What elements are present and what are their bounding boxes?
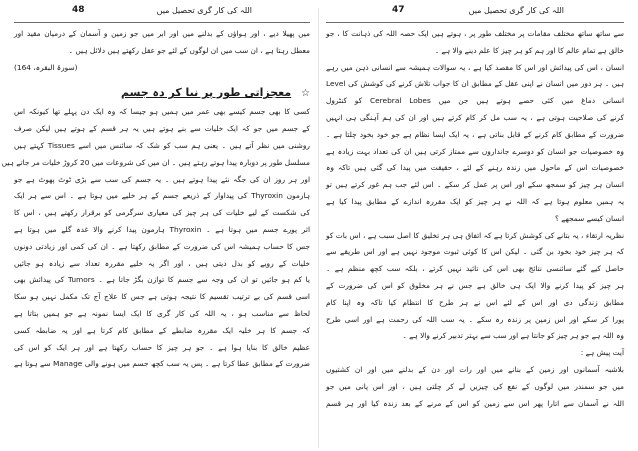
text-line: لحاظ سے مناسب ہو ، یہ اللہ کی کار گری کا ایک ایسا نمونہ ہے جو ہمیں بتاتا ہے [14, 308, 310, 318]
text-line: خالق ہے تمام عالم کا اور ہم کو ہر چیز کا علم دینے والا ہے ۔ [434, 45, 624, 55]
text-line: ہیں ۔ ہر دور میں انسان نے اپنی عقل کے مطابق ان کا جواب تلاش کرنے کی کوشش کی Level [326, 79, 624, 89]
text-line: انسان ہر چیز کو سمجھ سکے اور اس پر عمل کر سکے ۔ اس لئے جب ہم غور کرتے ہیں تو [326, 180, 624, 190]
text-line: خصوصیات اس کے ماحول میں زندہ رہنے کے لئے ، حقیقت میں پیدا کی گئی ہیں تاکہ وہ [326, 163, 624, 173]
running-title: اللہ کی کار گری تحصیل میں [156, 6, 252, 15]
text-line: انسان کیسے سمجھے ؟ [555, 213, 624, 223]
page-body [326, 26, 624, 451]
text-line: عظیم خالق کا بنایا ہوا ہے ۔ جو ہر چیز کا حساب رکھتا ہے اور ہر ایک کو اس کی [14, 342, 310, 352]
text-line: انسانی دماغ میں کئی حصے ہوتے ہیں جن میں Cerebral Lobes کو کنٹرول [326, 96, 625, 106]
text-line: وہ اللہ ہے جو ہر چیز کو جانتا ہے اور سب سے بہتر تدبیر کرنے والا ہے ۔ [402, 331, 624, 341]
running-title: اللہ کی کار گری تحصیل میں [468, 6, 564, 15]
text-line: ضرورت کے مطابق کام کرنے کے قابل بناتی ہے ، یہ ایک ایسا نظام ہے جو خود بخود چلتا ہے ۔ [326, 129, 624, 139]
text-line: سے ساتھ ساتھ مختلف مقامات پر مختلف طور پر ، ہوتے ہیں ایک حصہ اللہ کی ذہانت کا ، جو [326, 29, 624, 38]
text-line: بلاشبہ آسمانوں اور زمین کے بنانے میں اور رات اور دن کے بدلنے میں اور ان کشتیوں [326, 364, 624, 374]
text-line: انسان ، اس کی پیدائش اور اس کا مقصد کیا ہے ، یہ سوالات ہمیشہ سے انسانی ذہن میں رہے [326, 62, 624, 72]
text-line: کسی کا بھی جسم کیسے بھی عمر میں ہمیں ہو جیسا کہ وہ ایک دن پہلے تھا کیونکہ اس [14, 107, 310, 117]
text-line: نظریہ ارتقاء ، یہ بتانے کی کوشش کرتا ہے کہ اتفاق ہی ہر تخلیق کا اصل سبب ہے ، اس بات کو [326, 230, 624, 240]
text-line: کرنے کی صلاحیت ہوتی ہے ، یہ سب مل کر کام کرتے ہیں اور ان کی ہم آہنگی ہی انہیں [326, 112, 624, 122]
page-header [14, 4, 310, 23]
text-line: اسی قسم کی بے ترتیب تقسیم کا نتیجہ ہوتی ہے جس کا علاج آج تک مکمل نہیں ہو سکا [14, 292, 310, 302]
text-line: روشنی میں نظر آتے ہیں ۔ یعنی ہم سب کو شک کہ سائنس میں اسے Tissues کہتے ہیں [14, 140, 310, 150]
text-line: وہ خصوصیات جو انسان کو دوسرے جانداروں سے ممتاز کرتی ہیں ان کی تعداد بہت زیادہ ہے [326, 146, 624, 156]
text-line: آیت پیش ہے : [580, 348, 624, 358]
text-line: مسلسل طور پر دوبارہ پیدا ہوتے رہتے ہیں ۔ ان میں کی شروعات میں 20 کروڑ خلیات مر جاتے ہیں [1, 157, 310, 167]
text-line: خلیات کے رویے کو بدل دیتی ہیں ، اور اگر یہ خلیے مقررہ تعداد سے زیادہ ہو جائیں [14, 258, 310, 268]
text-line: اللہ نے آسمان سے اتارا پھر اس سے زمین کو اس کے مرنے کے بعد زندہ کیا اور ہر قسم [326, 398, 624, 408]
page-header [326, 4, 624, 23]
text-line: مطابق زندگی دی اور اس کے لئے اس نے ہر طرح کا انتظام کیا تاکہ وہ اپنا کام [326, 297, 624, 307]
quran-reference: (سورۃ البقرہ، 164) [14, 62, 78, 72]
text-line: جس کا حساب ہمیشہ اس کی ضرورت کے مطابق رکھتا ہے ۔ ان کی کمی اور زیادتی دونوں [14, 241, 310, 251]
section-heading-text: معجزاتی طور پر نیا کر دہ جسم [120, 86, 292, 100]
text-line: کہ جسم کا ہر خلیہ ایک مقررہ ضابطے کے مطابق کام کرتا ہے اور یہ ضابطہ کسی [14, 325, 310, 335]
text-line: یہ ہمیں معلوم ہوتا ہے کہ اللہ نے ہر چیز کو ایک مقررہ اندازے کے مطابق پیدا کیا ہے [326, 196, 624, 206]
text-line: پورا کر سکے اور اس زمین پر زندہ رہ سکے ۔ یہ سب اللہ کی رحمت ہے اور اسی طرح [326, 314, 624, 324]
text-line: یا کم ہو جائیں تو ان کی وجہ سے جسم کا توازن بگڑ جاتا ہے ۔ Tumors کی پیدائش بھی [14, 275, 310, 285]
page-gutter [318, 8, 319, 448]
text-line: حاصل کیے گئے سائنسی نتائج بھی اس کی تائید نہیں کرتے ، بلکہ سب کچھ منظم ہے ۔ [326, 264, 624, 274]
text-line: اثر پورے جسم میں ہوتا ہے ۔ Thyroxin ہارمون پیدا کرنے والا غدہ گلے میں ہوتا ہے [14, 224, 310, 234]
text-line: ضرورت کے مطابق عطا کرتا ہے ۔ پس یہ سب کچھ جسم میں ہونے والی Manage سے ہوتا ہے [14, 359, 310, 369]
text-line: کی شکست کے لیے خلیات کی ہر چیز کی معیاری سرگرمی کو برقرار رکھتے ہیں ، اس کا [14, 208, 310, 218]
section-heading [14, 82, 310, 104]
page-number: 47 [392, 5, 405, 15]
page-number: 48 [72, 5, 85, 15]
text-line: معطل رہتا ہے ، ان سب میں ان لوگوں کے لئے جو عقل رکھتے ہیں دلائل ہیں ۔ [68, 45, 310, 55]
text-line: کہ ہر چیز خود بخود بن گئی ۔ لیکن اس کا کوئی ثبوت موجود نہیں ہے اور اس طریقے سے [326, 247, 624, 257]
right-page [326, 0, 624, 451]
star-icon: ☆ [301, 88, 310, 100]
text-line: میں پھیلا دیے ، اور ہواؤں کے بدلنے میں اور ابر میں جو زمین و آسمان کے درمیان مقید اور [14, 29, 310, 38]
text-line: ہارمون Thyroxin کی پیداوار کے ذریعے جسم کے ہر خلیے میں ہوتا ہے ۔ اس سے ہر ایک [14, 191, 310, 201]
text-line: اور ہر روز ان کی جگہ نئے پیدا ہوتے ہیں ۔ یہ جسم کی سب سے بڑی ٹوٹ پھوٹ ہے جو [14, 174, 310, 184]
text-line: میں جو سمندر میں لوگوں کے نفع کی چیزیں لے کر چلتی ہیں ، اور اس پانی میں جو [326, 381, 624, 391]
text-line: کے جسم میں جو کہ ایک خلیات سے بنے ہوتے ہیں یہ ہر قسم کے ہوتے ہیں لیکن صرف [14, 124, 310, 134]
left-page [1, 0, 310, 451]
page-body [1, 26, 310, 451]
text-line: ہر چیز کو پیدا کرنے والا ایک ہی خالق ہے جس نے ہر مخلوق کو اس کی ضرورت کے [326, 280, 624, 290]
